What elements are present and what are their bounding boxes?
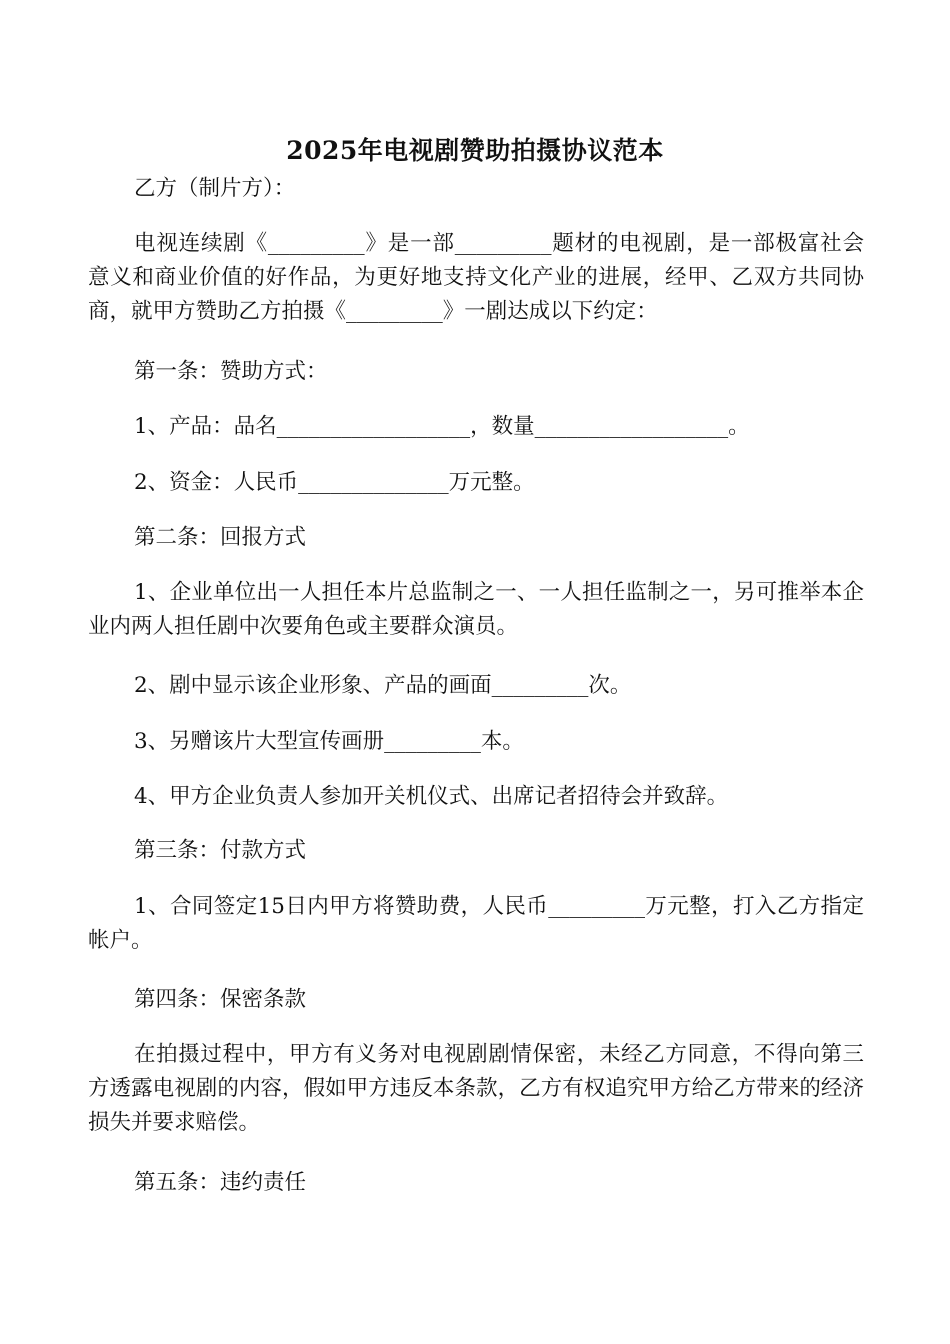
article-3-item-1: 1、合同签定15日内甲方将赞助费，人民币_________万元整，打入乙方指定帐户。 (88, 894, 864, 953)
article-1-item-2: 2、资金：人民币______________万元整。 (134, 470, 535, 495)
article-2-item-2: 2、剧中显示该企业形象、产品的画面_________次。 (134, 673, 632, 698)
article-1-item-1: 1、产品：品名__________________，数量__________________。 (134, 414, 750, 439)
document-title: 2025年电视剧赞助拍摄协议范本 (286, 136, 664, 165)
article-2-item-1: 1、企业单位出一人担任本片总监制之一、一人担任监制之一，另可推举本企业内两人担任剧中次要角色或主要群众演员。 (88, 580, 864, 639)
intro-paragraph: 电视连续剧《_________》是一部_________题材的电视剧，是一部极富社会意义和商业价值的好作品，为更好地支持文化产业的进展，经甲、乙双方共同协商，就甲方赞助乙方拍摄《_________》一剧达成以下约定： (88, 231, 864, 324)
article-2-item-4: 4、甲方企业负责人参加开关机仪式、出席记者招待会并致辞。 (134, 784, 729, 809)
article-2-heading: 第二条：回报方式 (134, 525, 307, 550)
article-4-heading: 第四条：保密条款 (134, 987, 307, 1012)
article-1-heading: 第一条：赞助方式： (134, 359, 328, 384)
party-b-line: 乙方（制片方）： (134, 176, 296, 201)
article-2-item-3: 3、另赠该片大型宣传画册_________本。 (134, 729, 524, 754)
article-4-body: 在拍摄过程中，甲方有义务对电视剧剧情保密，未经乙方同意，不得向第三方透露电视剧的内容，假如甲方违反本条款，乙方有权追究甲方给乙方带来的经济损失并要求赔偿。 (88, 1042, 864, 1135)
article-3-heading: 第三条：付款方式 (134, 838, 307, 863)
article-5-heading: 第五条：违约责任 (134, 1170, 307, 1195)
